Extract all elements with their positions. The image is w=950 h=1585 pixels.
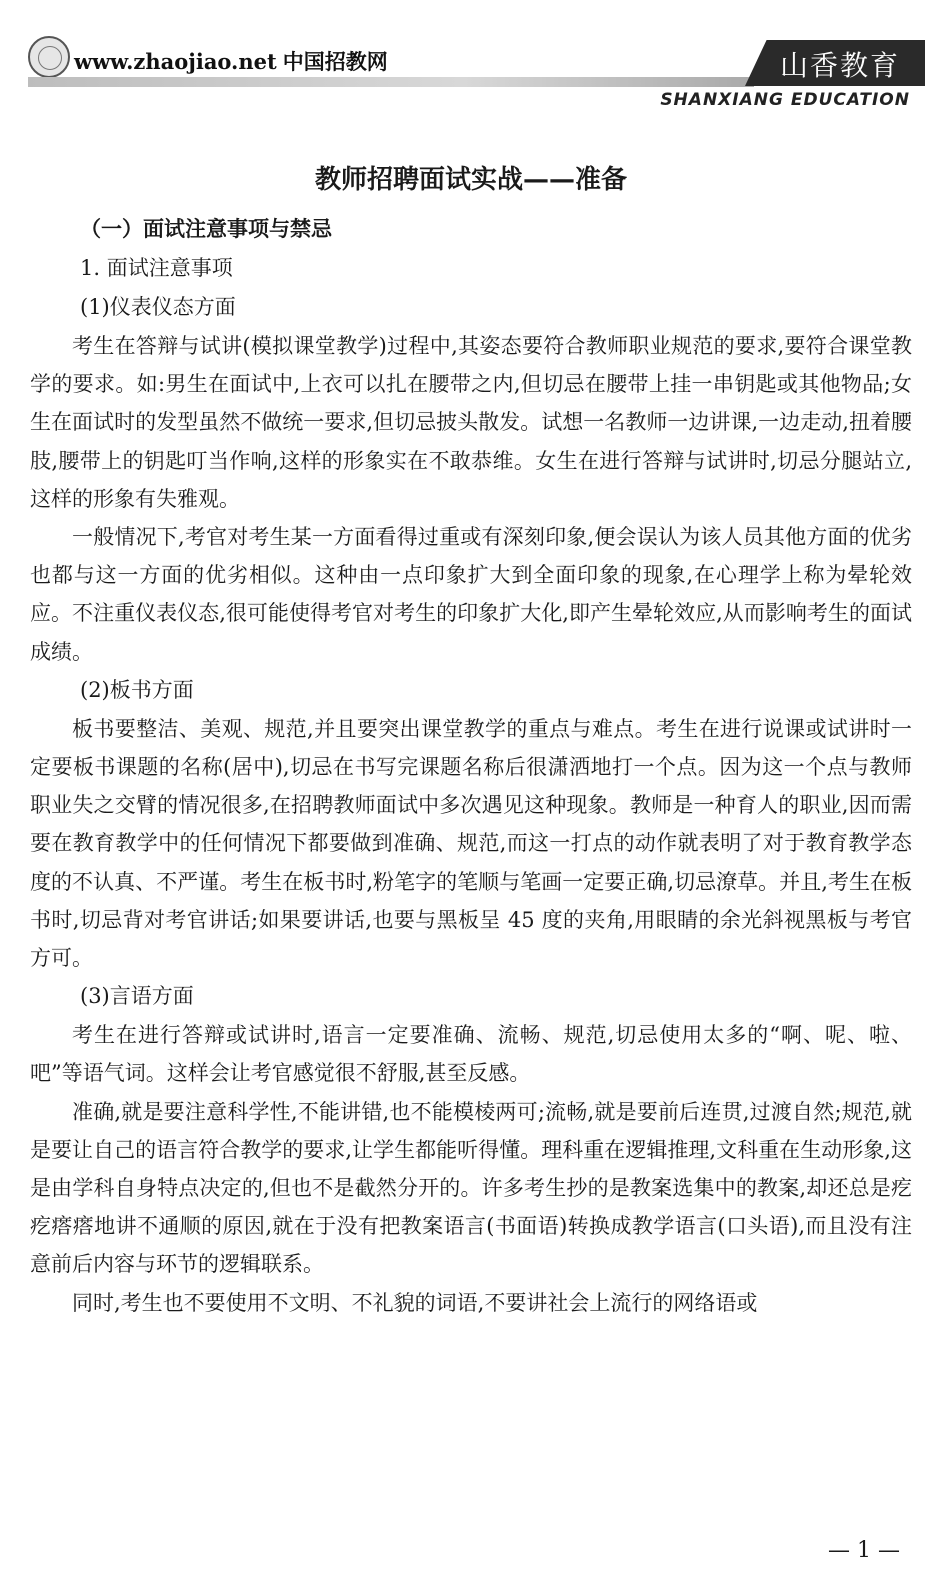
site-name: 中国招教网	[282, 50, 388, 74]
brand-name: 山香教育	[779, 49, 900, 82]
site-logo-icon	[28, 36, 70, 78]
page-number: — 1 —	[828, 1538, 900, 1563]
section-heading: （一）面试注意事项与禁忌	[80, 217, 332, 241]
brand-english-name: SHANXIANG EDUCATION	[660, 90, 910, 110]
subsection-heading: 1. 面试注意事项	[80, 256, 233, 280]
item-heading-speech: (3)言语方面	[80, 984, 194, 1009]
document-body	[30, 160, 912, 1322]
site-url: www.zhaojiao.net	[74, 49, 277, 74]
page-title: 教师招聘面试实战——准备	[314, 165, 627, 195]
paragraph-1: 考生在答辩与试讲(模拟课堂教学)过程中,其姿态要符合教师职业规范的要求,要符合课堂教学的要求。如:男生在面试中,上衣可以扎在腰带之内,但切忌在腰带上挂一串钥匙或其他物品;女生在面试时的发型虽然不做统一要求,但切忌披头散发。试想一名教师一边讲课,一边走动,扭着腰肢,腰带上的钥匙叮当作响,这样的形象实在不敢恭维。女生在进行答辩与试讲时,切忌分腿站立,这样的形象有失雅观。	[30, 334, 912, 511]
paragraph-4: 考生在进行答辩或试讲时,语言一定要准确、流畅、规范,切忌使用太多的“啊、呢、啦、吧”等语气词。这样会让考官感觉很不舒服,甚至反感。	[30, 1023, 912, 1086]
item-heading-blackboard: (2)板书方面	[80, 677, 194, 702]
paragraph-3: 板书要整洁、美观、规范,并且要突出课堂教学的重点与难点。考生在进行说课或试讲时一定要板书课题的名称(居中),切忌在书写完课题名称后很潇洒地打一个点。因为这一个点与教师职业失之交臂的情况很多,在招聘教师面试中多次遇见这种现象。教师是一种育人的职业,因而需要在教育教学中的任何情况下都要做到准确、规范,而这一打点的动作就表明了对于教育教学态度的不认真、不严谨。考生在板书时,粉笔字的笔顺与笔画一定要正确,切忌潦草。并且,考生在板书时,切忌背对考官讲话;如果要讲话,也要与黑板呈 45 度的夹角,用眼睛的余光斜视黑板与考官方可。	[30, 716, 912, 971]
header-divider	[28, 77, 754, 87]
paragraph-5: 准确,就是要注意科学性,不能讲错,也不能模棱两可;流畅,就是要前后连贯,过渡自然;规范,就是要让自己的语言符合教学的要求,让学生都能听得懂。理科重在逻辑推理,文科重在生动形象,这是由学科自身特点决定的,但也不是截然分开的。许多考生抄的是教案选集中的教案,却还总是疙疙瘩瘩地讲不通顺的原因,就在于没有把教案语言(书面语)转换成教学语言(口头语),而且没有注意前后内容与环节的逻辑联系。	[30, 1099, 912, 1277]
page-header	[0, 0, 950, 120]
paragraph-6: 同时,考生也不要使用不文明、不礼貌的词语,不要讲社会上流行的网络语或	[72, 1290, 758, 1315]
paragraph-2: 一般情况下,考官对考生某一方面看得过重或有深刻印象,便会误认为该人员其他方面的优劣也都与这一方面的优劣相似。这种由一点印象扩大到全面印象的现象,在心理学上称为晕轮效应。不注重仪表仪态,很可能使得考官对考生的印象扩大化,即产生晕轮效应,从而影响考生的面试成绩。	[30, 525, 912, 664]
item-heading-appearance: (1)仪表仪态方面	[80, 295, 236, 319]
site-banner	[74, 46, 388, 76]
